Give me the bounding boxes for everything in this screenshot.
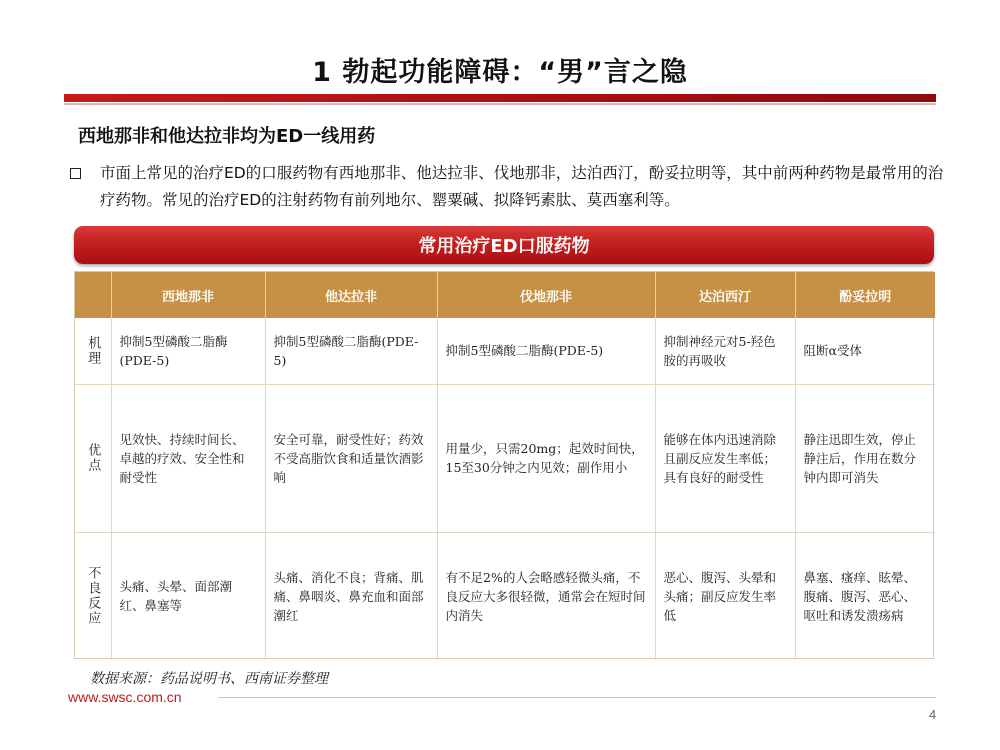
table-cell: 安全可靠，耐受性好；药效不受高脂饮食和适量饮酒影响 bbox=[265, 384, 437, 532]
row-header bbox=[75, 532, 111, 660]
table-cell: 能够在体内迅速消除且副反应发生率低；具有良好的耐受性 bbox=[655, 384, 795, 532]
section-heading: 西地那非和他达拉非均为ED一线用药 bbox=[78, 126, 376, 147]
table-corner-cell bbox=[75, 272, 111, 318]
page-number: 4 bbox=[929, 707, 937, 722]
table-cell: 抑制5型磷酸二脂酶(PDE-5) bbox=[437, 318, 655, 384]
table-cell: 抑制神经元对5-羟色胺的再吸收 bbox=[655, 318, 795, 384]
table-cell: 静注迅即生效，停止静注后，作用在数分钟内即可消失 bbox=[795, 384, 935, 532]
table-cell: 有不足2%的人会略感轻微头痛，不良反应大多很轻微，通常会在短时间内消失 bbox=[437, 532, 655, 660]
square-bullet-icon bbox=[70, 168, 81, 179]
column-header: 西地那非 bbox=[111, 272, 265, 318]
title-divider bbox=[64, 94, 936, 102]
footer-divider bbox=[218, 697, 936, 698]
table-banner bbox=[74, 226, 934, 264]
table-cell: 头痛、消化不良；背痛、肌痛、鼻咽炎、鼻充血和面部潮红 bbox=[265, 532, 437, 660]
table-cell: 恶心、腹泻、头晕和头痛；副反应发生率低 bbox=[655, 532, 795, 660]
table-cell: 阻断α受体 bbox=[795, 318, 935, 384]
row-header bbox=[75, 318, 111, 384]
drug-comparison-table bbox=[75, 272, 935, 660]
row-header bbox=[75, 384, 111, 532]
column-header: 达泊西汀 bbox=[655, 272, 795, 318]
website-link[interactable]: www.swsc.com.cn bbox=[68, 689, 182, 705]
table-cell: 抑制5型磷酸二脂酶(PDE-5) bbox=[111, 318, 265, 384]
drug-table-container bbox=[74, 271, 934, 659]
table-banner-title: 常用治疗ED口服药物 bbox=[418, 236, 590, 257]
column-header: 酚妥拉明 bbox=[795, 272, 935, 318]
table-cell: 见效快、持续时间长、卓越的疗效、安全性和耐受性 bbox=[111, 384, 265, 532]
column-header: 他达拉非 bbox=[265, 272, 437, 318]
table-cell: 抑制5型磷酸二脂酶(PDE-5) bbox=[265, 318, 437, 384]
table-row bbox=[75, 384, 935, 532]
row-header-label: 不良反应 bbox=[85, 566, 101, 627]
title-divider-accent bbox=[64, 103, 936, 105]
table-cell: 鼻塞、瘙痒、眩晕、腹痛、腹泻、恶心、呕吐和诱发溃疡病 bbox=[803, 569, 917, 623]
row-header-label: 机理 bbox=[85, 335, 101, 366]
table-header-row bbox=[75, 272, 935, 318]
table-cell: 用量少，只需20mg；起效时间快，15至30分钟之内见效；副作用小 bbox=[437, 384, 655, 532]
row-header-label: 优点 bbox=[85, 443, 101, 473]
column-header: 伐地那非 bbox=[437, 272, 655, 318]
data-source-note: 数据来源：药品说明书、西南证券整理 bbox=[90, 671, 328, 687]
table-row bbox=[75, 532, 935, 660]
slide-title: 1 勃起功能障碍：“男”言之隐 bbox=[312, 57, 688, 88]
table-cell: 头痛、头晕、面部潮红、鼻塞等 bbox=[111, 532, 265, 660]
table-row bbox=[75, 318, 935, 384]
bullet-paragraph: 市面上常见的治疗ED的口服药物有西地那非、他达拉非、伐地那非，达泊西汀，酚妥拉明等，其中前两种药物是最常用的治疗药物。常见的治疗ED的注射药物有前列地尔、罂粟碱、拟降钙素肽、莫西塞利等。 bbox=[100, 164, 944, 209]
